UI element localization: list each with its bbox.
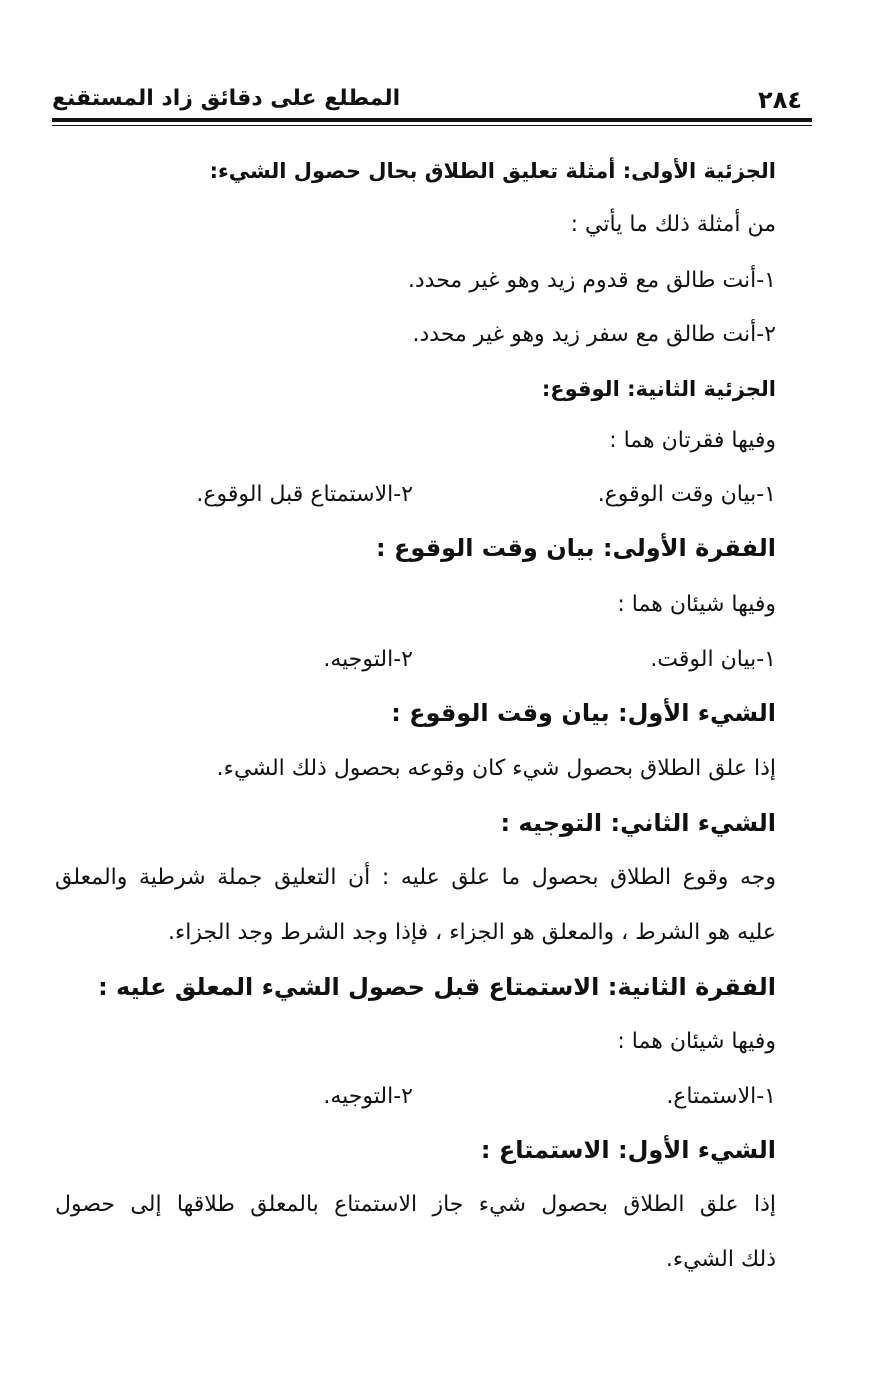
item-heading: الشيء الأول: الاستمتاع : (480, 1136, 776, 1164)
header-rule-thin (52, 125, 812, 126)
list-item: ٢-أنت طالق مع سفر زيد وهو غير محدد. (412, 322, 776, 347)
list-item: ٢-التوجيه. (323, 647, 413, 672)
item-heading: الشيء الأول: بيان وقت الوقوع : (391, 699, 776, 727)
paragraph-line: وفيها شيئان هما : (617, 592, 776, 617)
running-header (52, 80, 812, 116)
list-item: ١-أنت طالق مع قدوم زيد وهو غير محدد. (407, 268, 776, 293)
section-heading-2: الجزئية الثانية: الوقوع: (541, 377, 776, 401)
subsection-heading: الفقرة الأولى: بيان وقت الوقوع : (376, 534, 776, 562)
paragraph-line: عليه هو الشرط ، والمعلق هو الجزاء ، فإذا وجد الشرط وجد الجزاء. (167, 920, 776, 945)
book-title: المطلع على دقائق زاد المستقنع (52, 86, 401, 111)
paragraph-line: وفيها شيئان هما : (617, 1029, 776, 1054)
list-item: ١-بيان وقت الوقوع. (597, 482, 776, 507)
paragraph-line: وفيها فقرتان هما : (609, 428, 776, 453)
list-item: ١-بيان الوقت. (650, 647, 776, 672)
list-item: ٢-الاستمتاع قبل الوقوع. (196, 482, 413, 507)
subsection-heading: الفقرة الثانية: الاستمتاع قبل حصول الشيء المعلق عليه : (98, 973, 776, 1001)
paragraph-line: من أمثلة ذلك ما يأتي : (570, 212, 776, 237)
section-heading-1: الجزئية الأولى: أمثلة تعليق الطلاق بحال حصول الشيء: (209, 159, 776, 183)
item-heading: الشيء الثاني: التوجيه : (500, 809, 776, 837)
paragraph-line: إذا علق الطلاق بحصول شيء جاز الاستمتاع بالمعلق طلاقها إلى حصول (55, 1192, 776, 1217)
page-number: ٢٨٤ (758, 86, 802, 114)
list-item: ٢-التوجيه. (323, 1084, 413, 1109)
list-item: ١-الاستمتاع. (666, 1084, 776, 1109)
header-rule-thick (52, 118, 812, 122)
paragraph-line: ذلك الشيء. (665, 1247, 776, 1272)
paragraph-line: إذا علق الطلاق بحصول شيء كان وقوعه بحصول ذلك الشيء. (216, 756, 776, 781)
paragraph-line: وجه وقوع الطلاق بحصول ما علق عليه : أن التعليق جملة شرطية والمعلق (55, 865, 776, 890)
